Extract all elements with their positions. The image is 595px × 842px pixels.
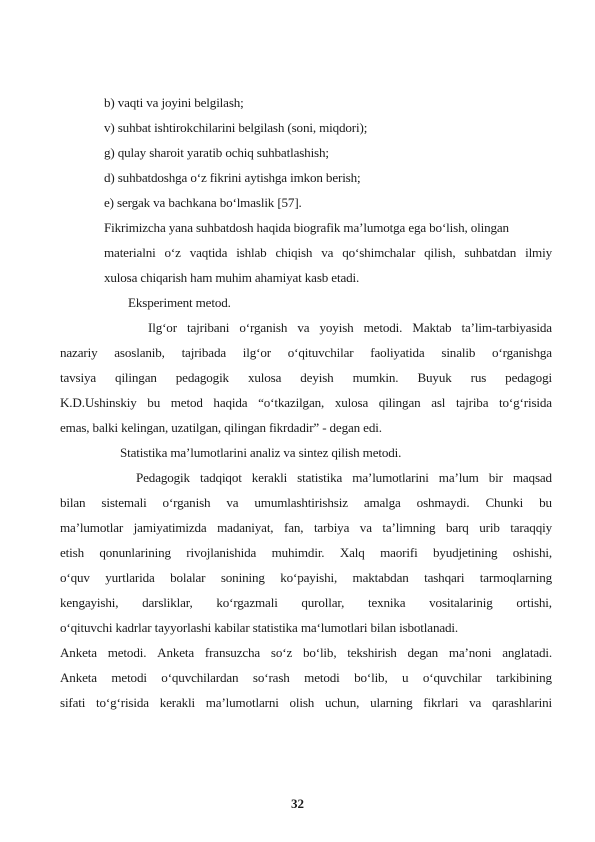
- word: suhbatdan: [464, 245, 517, 260]
- word: metodi: [304, 670, 340, 685]
- word: tarbiya: [313, 520, 350, 535]
- word: tadqiqot: [200, 470, 242, 485]
- word: ma’noni: [448, 645, 492, 660]
- word: urib: [479, 520, 500, 535]
- word: metodi: [111, 670, 147, 685]
- word: ko‘rgazmali: [216, 595, 278, 610]
- word: vaqtida: [189, 245, 228, 260]
- word: tashqari: [424, 570, 465, 585]
- text-line: e) sergak va bachkana bo‘lmaslik [57].: [104, 195, 302, 210]
- word: texnika: [367, 595, 406, 610]
- word: Buyuk: [417, 370, 452, 385]
- word: u: [402, 670, 409, 685]
- text-line-justified: [60, 595, 552, 611]
- word: byudjetining: [432, 545, 498, 560]
- word: metodi.: [363, 320, 403, 335]
- word: olish: [289, 695, 315, 710]
- word: ta’limning: [382, 520, 436, 535]
- text-line-justified: [60, 670, 552, 686]
- word: rivojlanishida: [186, 545, 257, 560]
- word: sinalib: [441, 345, 476, 360]
- text-line-justified: [60, 545, 552, 561]
- word: so‘z: [270, 645, 293, 660]
- word: Xalq: [339, 545, 365, 560]
- word: ta’lim-tarbiyasida: [461, 320, 552, 335]
- word: chiqish: [275, 245, 313, 260]
- text-line-justified: [60, 345, 552, 361]
- word: Anketa: [60, 670, 97, 685]
- word: yoyish: [319, 320, 354, 335]
- word: o‘rganishga: [492, 345, 552, 360]
- word: ilg‘or: [242, 345, 271, 360]
- word: K.D.Ushinskiy: [60, 395, 137, 410]
- word: Anketa: [60, 645, 97, 660]
- word: haqida: [213, 395, 248, 410]
- word: xulosa: [334, 395, 369, 410]
- word: darsliklar,: [142, 595, 193, 610]
- word: taraqqiy: [510, 520, 552, 535]
- word: ilmiy: [525, 245, 552, 260]
- word: bolalar: [170, 570, 206, 585]
- word: kerakli: [159, 695, 195, 710]
- text-line-justified: [60, 570, 552, 586]
- word: bo‘lib,: [302, 645, 337, 660]
- word: vositalarinig: [429, 595, 493, 610]
- word: bu: [147, 395, 161, 410]
- word: tajriba: [455, 395, 489, 410]
- word: jamiyatimizda: [133, 520, 207, 535]
- text-line: emas, balki kelingan, uzatilgan, qilingan fikrdadir” - degan edi.: [60, 420, 382, 435]
- word: o‘rganish: [239, 320, 288, 335]
- word: fan,: [283, 520, 304, 535]
- word: va: [469, 695, 482, 710]
- word: ko‘payishi,: [280, 570, 338, 585]
- word: oshmaydi.: [416, 495, 470, 510]
- word: sifati: [60, 695, 86, 710]
- word: yurtlarida: [105, 570, 155, 585]
- word: ma’lumotlar: [60, 520, 124, 535]
- word: qilingan: [115, 370, 157, 385]
- word: Anketa: [157, 645, 195, 660]
- section-heading: Eksperiment metod.: [128, 295, 231, 310]
- word: tarkibining: [496, 670, 552, 685]
- word: qonunlarining: [99, 545, 171, 560]
- word: pedagogik: [175, 370, 229, 385]
- section-heading: Statistika ma’lumotlarini analiz va sintez qilish metodi.: [120, 445, 402, 460]
- word: qurollar,: [301, 595, 345, 610]
- word: ma’lum: [438, 470, 479, 485]
- word: metodi.: [107, 645, 147, 660]
- word: maqsad: [512, 470, 552, 485]
- word: bir: [488, 470, 503, 485]
- word: o‘z: [164, 245, 181, 260]
- word: ma’lumotlarni: [205, 695, 279, 710]
- word: qilish,: [424, 245, 456, 260]
- text-line-justified: [60, 370, 552, 386]
- text-line-justified: [104, 245, 552, 261]
- word: oshishi,: [512, 545, 552, 560]
- word: statistika: [297, 470, 343, 485]
- word: maorifi: [380, 545, 418, 560]
- text-line-justified: [60, 645, 552, 661]
- text-line: o‘qituvchi kadrlar tayyorlashi kabilar statistika ma‘lumotlari bilan isbotlanadi.: [60, 620, 459, 635]
- word: qo‘shimchalar: [342, 245, 416, 260]
- text-line-justified: [60, 395, 552, 411]
- word: o‘qituvchilar: [287, 345, 354, 360]
- word: faoliyatida: [370, 345, 425, 360]
- word: uchun,: [324, 695, 360, 710]
- text-line: Fikrimizcha yana suhbatdosh haqida biografik ma’lumotga ega bo‘lish, olingan: [104, 220, 509, 235]
- word: bu: [539, 495, 552, 510]
- word: asoslanib,: [114, 345, 165, 360]
- text-line: xulosa chiqarish ham muhim ahamiyat kasb etadi.: [104, 270, 360, 285]
- word: madaniyat,: [217, 520, 274, 535]
- word: to‘g‘risida: [499, 395, 552, 410]
- word: o‘quv: [60, 570, 90, 585]
- word: to‘g‘risida: [96, 695, 149, 710]
- word: tarmoqlarning: [479, 570, 552, 585]
- word: Pedagogik: [136, 470, 190, 485]
- word: o‘quvchilardan: [161, 670, 239, 685]
- word: amalga: [363, 495, 401, 510]
- page-number: 32: [291, 796, 304, 811]
- word: sistemali: [101, 495, 147, 510]
- word: anglatadi.: [502, 645, 552, 660]
- word: materialni: [104, 245, 156, 260]
- word: mumkin.: [352, 370, 399, 385]
- word: qarashlarini: [491, 695, 552, 710]
- word: ortishi,: [516, 595, 552, 610]
- word: rus: [470, 370, 487, 385]
- word: metod: [170, 395, 203, 410]
- word: etish: [60, 545, 84, 560]
- word: so‘rash: [252, 670, 290, 685]
- word: Chunki: [485, 495, 524, 510]
- word: tavsiya: [60, 370, 97, 385]
- text-line-justified: [136, 470, 552, 486]
- word: qilingan: [378, 395, 421, 410]
- word: ishlab: [236, 245, 267, 260]
- text-line: v) suhbat ishtirokchilarini belgilash (soni, miqdori);: [104, 120, 368, 135]
- word: kerakli: [251, 470, 288, 485]
- word: ma’lumotlarini: [352, 470, 429, 485]
- word: Ilg‘or: [148, 320, 177, 335]
- word: bo‘lib,: [354, 670, 388, 685]
- text-line-justified: [60, 695, 552, 711]
- word: maktabdan: [352, 570, 409, 585]
- word: fransuzcha: [204, 645, 261, 660]
- word: sonining: [220, 570, 265, 585]
- word: va: [321, 245, 334, 260]
- word: pedagogi: [505, 370, 552, 385]
- text-line-justified: [60, 520, 552, 536]
- word: muhimdir.: [271, 545, 325, 560]
- word: bilan: [60, 495, 86, 510]
- word: umumlashtirishsiz: [254, 495, 348, 510]
- word: tajribada: [181, 345, 227, 360]
- word: va: [297, 320, 310, 335]
- text-line: b) vaqti va joyini belgilash;: [104, 95, 244, 110]
- word: deyish: [300, 370, 334, 385]
- text-line-justified: [148, 320, 552, 336]
- word: o‘quvchilar: [422, 670, 482, 685]
- word: tekshirish: [347, 645, 397, 660]
- word: o‘rganish: [162, 495, 211, 510]
- word: kengayishi,: [60, 595, 119, 610]
- word: Maktab: [412, 320, 452, 335]
- text-line-justified: [60, 495, 552, 511]
- word: degan: [407, 645, 439, 660]
- word: va: [226, 495, 239, 510]
- word: fikrlari: [423, 695, 459, 710]
- word: xulosa: [247, 370, 282, 385]
- word: va: [359, 520, 372, 535]
- word: nazariy: [60, 345, 98, 360]
- word: asl: [431, 395, 446, 410]
- word: tajribani: [187, 320, 230, 335]
- text-line: d) suhbatdoshga o‘z fikrini aytishga imkon berish;: [104, 170, 361, 185]
- text-line: g) qulay sharoit yaratib ochiq suhbatlashish;: [104, 145, 329, 160]
- word: barq: [446, 520, 469, 535]
- word: ularning: [370, 695, 413, 710]
- word: “o‘tkazilgan,: [258, 395, 325, 410]
